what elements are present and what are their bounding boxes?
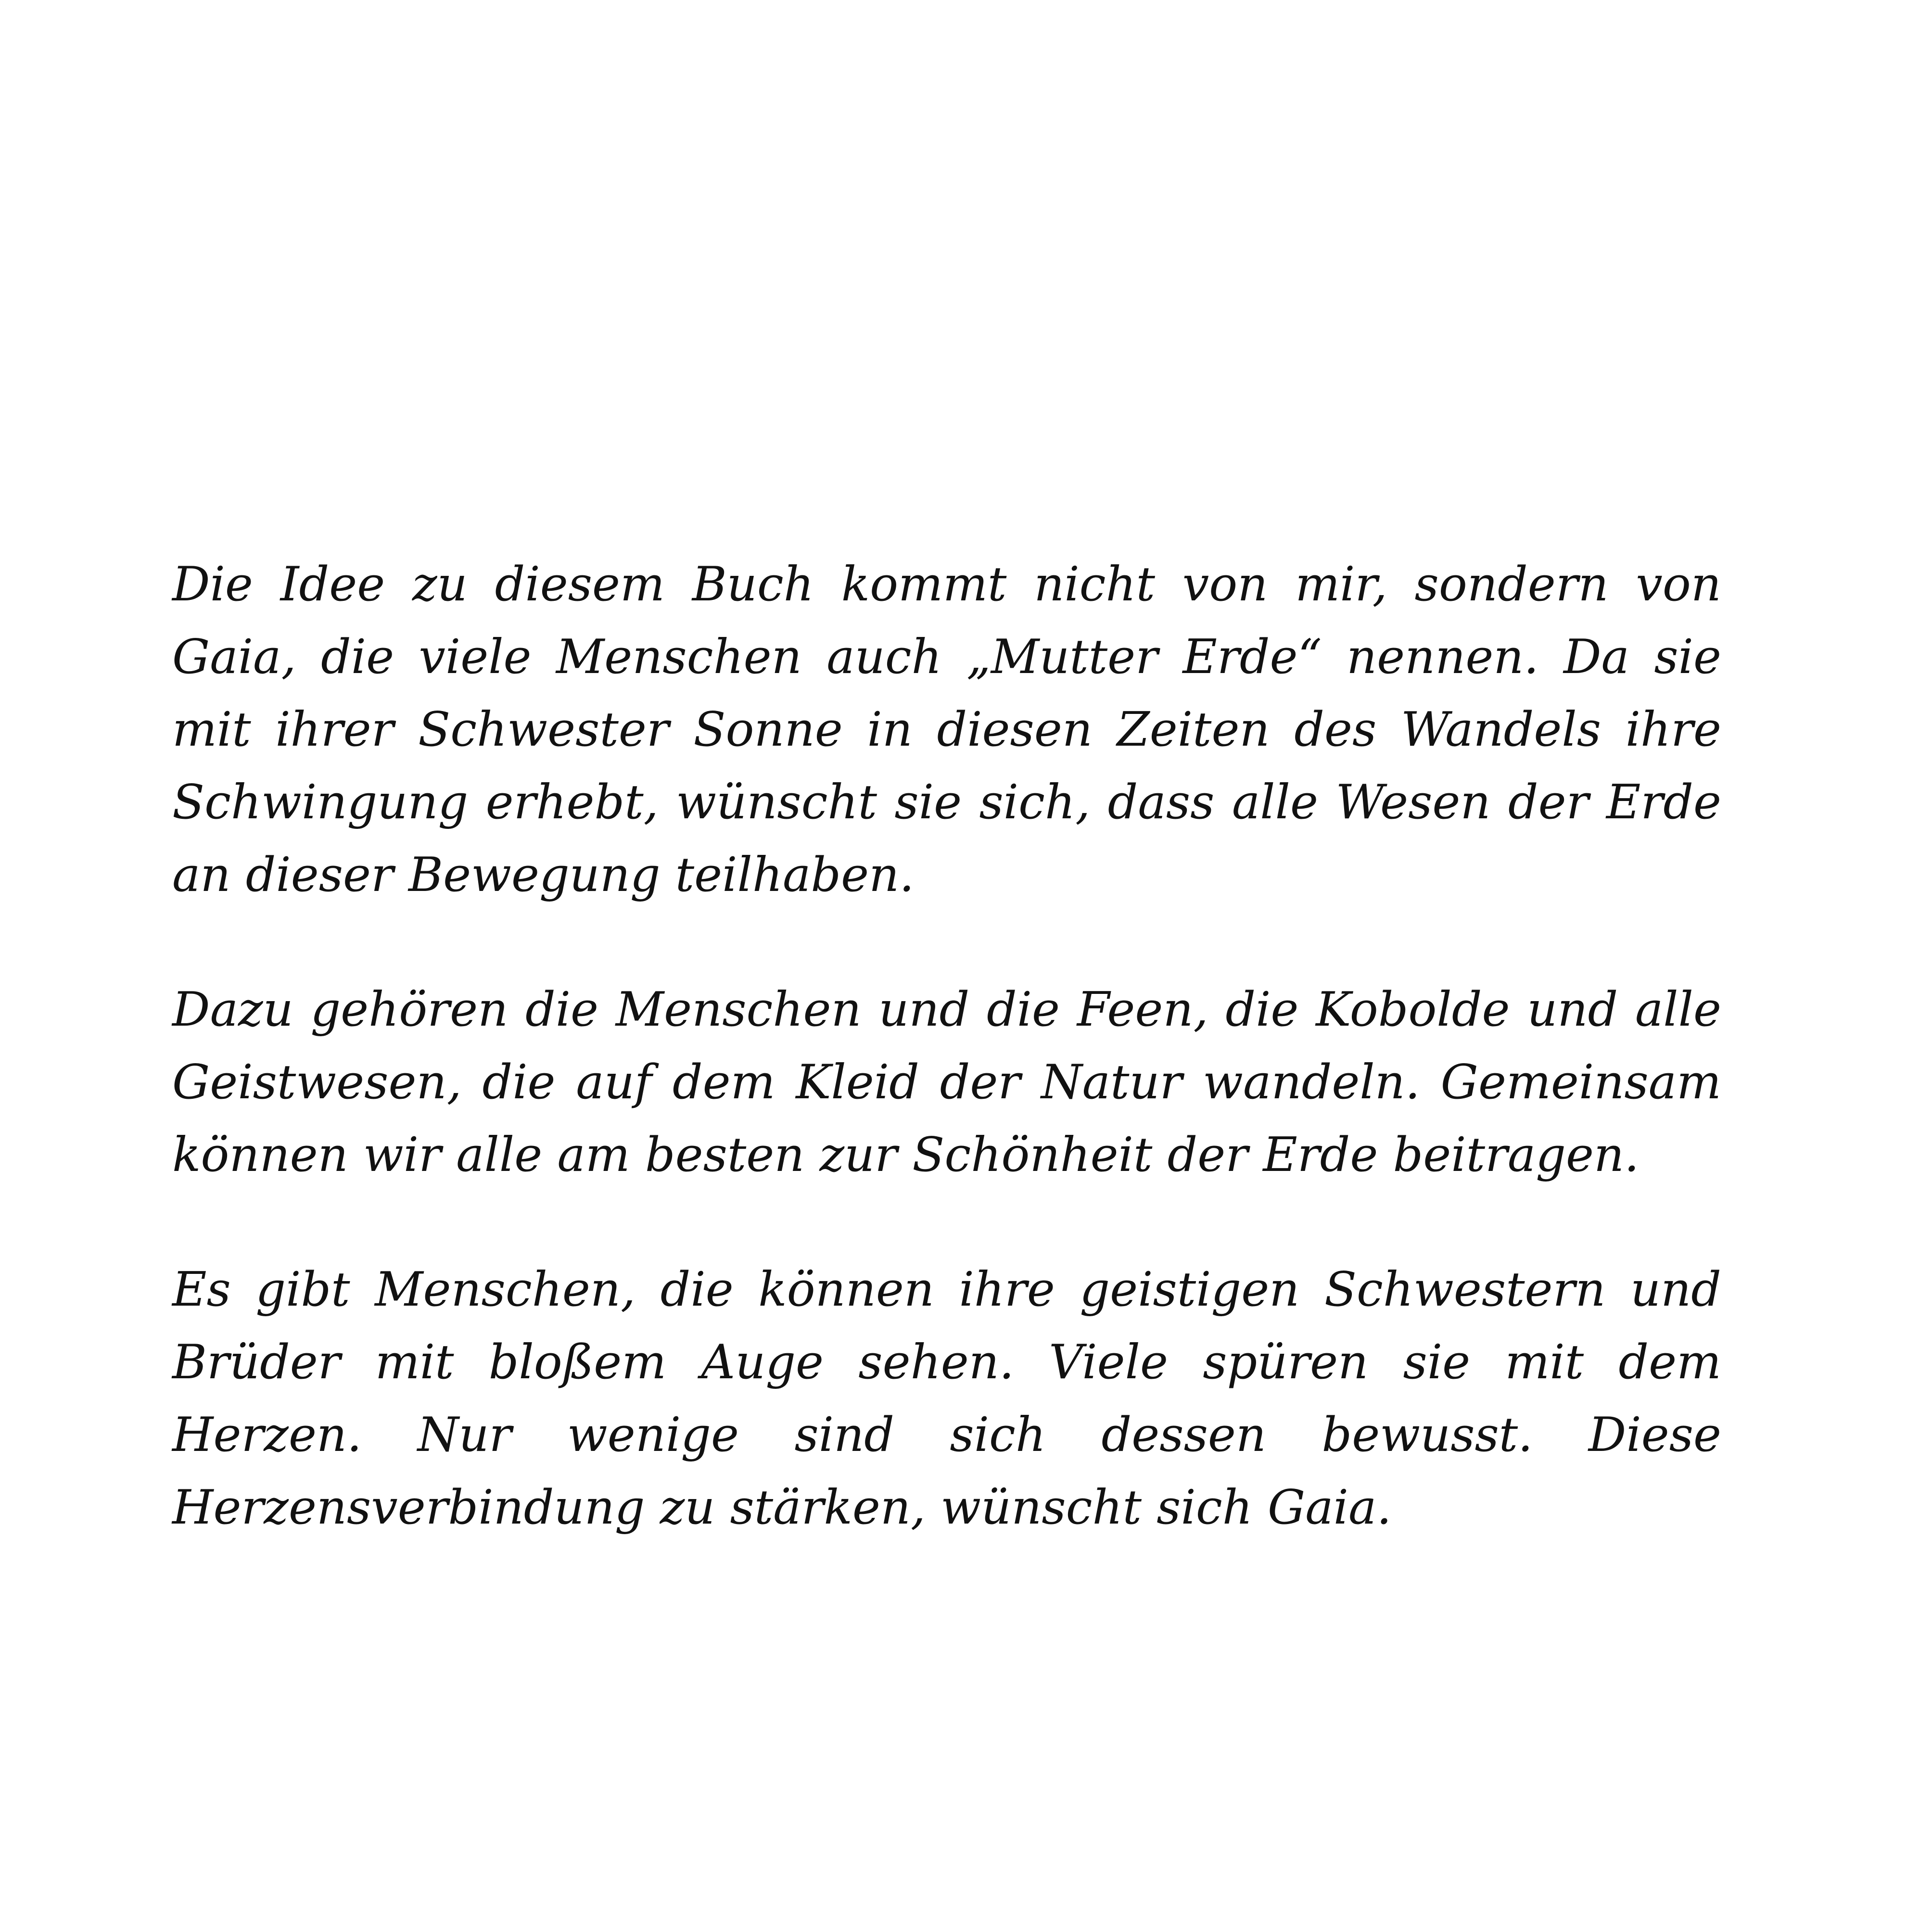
paragraph-3: Es gibt Menschen, die können ihre geistigen Schwestern und Brüder mit bloßem Auge sehen. Viele spüren sie mit dem Herzen. Nur wenige sind sich dessen bewusst. Diese Herzensverbindung zu stärken, wünscht sich Gaia. (172, 1262, 1721, 1535)
body-text (172, 548, 1721, 1544)
paragraph-1: Die Idee zu diesem Buch kommt nicht von mir, sondern von Gaia, die viele Menschen auch „Mutter Erde“ nennen. Da sie mit ihrer Schwester Sonne in diesen Zeiten des Wandels ihre Schwingung erhebt, wünscht sie sich, dass alle Wesen der Erde an dieser Bewegung teilhaben. (172, 557, 1721, 902)
paragraph-2: Dazu gehören die Menschen und die Feen, die Kobolde und alle Geistwesen, die auf dem Kleid der Natur wandeln. Gemeinsam können wir alle am besten zur Schönheit der Erde beitragen. (172, 982, 1721, 1182)
